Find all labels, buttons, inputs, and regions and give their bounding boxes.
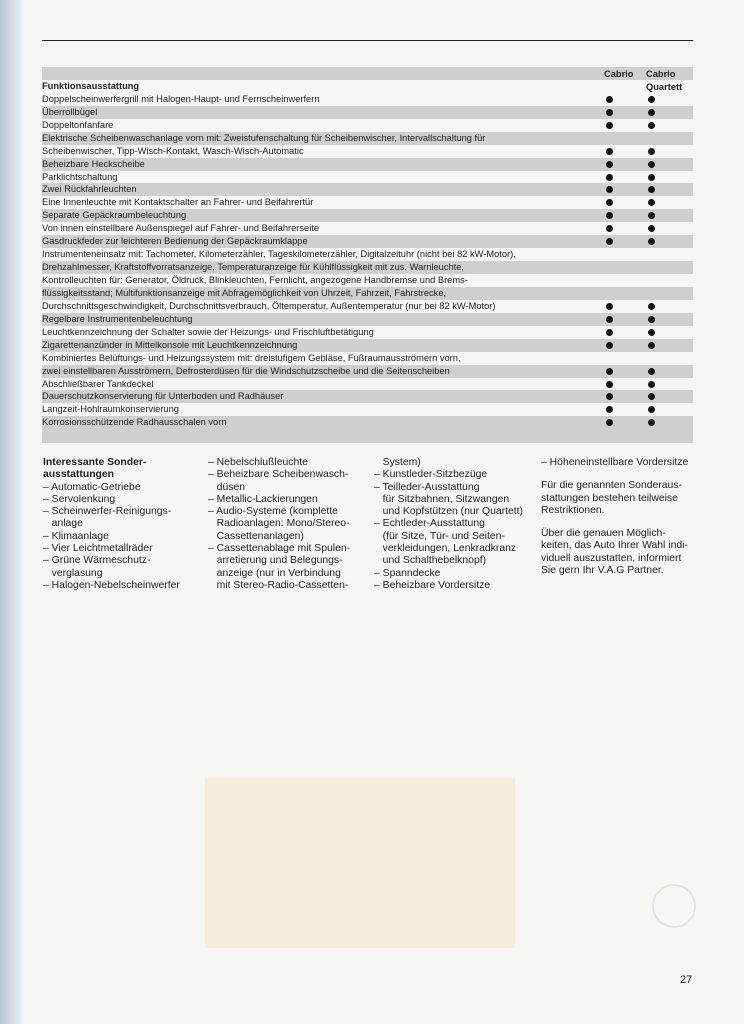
cabrio-dot-icon xyxy=(606,303,613,310)
table-row xyxy=(42,339,693,352)
cabrio-dot-icon xyxy=(606,109,613,116)
quartett-dot-icon xyxy=(648,225,655,232)
show-through-yellow-area xyxy=(205,778,515,948)
table-row xyxy=(42,326,693,339)
extras-item: – Scheinwerfer-Reinigungs- xyxy=(43,506,172,518)
vw-logo-icon xyxy=(652,884,696,928)
table-row xyxy=(42,222,693,235)
note-line: Über die genauen Möglich- xyxy=(541,528,666,540)
cabrio-dot-icon xyxy=(606,419,613,426)
extras-item: – Vier Leichtmetallräder xyxy=(43,543,153,555)
cabrio-dot-icon xyxy=(606,381,613,388)
quartett-dot-icon xyxy=(648,212,655,219)
quartett-dot-icon xyxy=(648,174,655,181)
feature-label: Gasdruckfeder zur leichteren Bedienung der Gepäckraumklappe xyxy=(42,236,308,247)
feature-label: Abschließbarer Tankdeckel xyxy=(42,378,154,389)
note-line: Sie gern Ihr V.A.G Partner. xyxy=(541,565,664,577)
note-line: Restriktionen. xyxy=(541,504,605,516)
feature-label: Leuchtkennzeichnung der Schalter sowie der Heizungs- und Frischluftbetätigung xyxy=(42,326,374,337)
top-rule xyxy=(42,40,693,41)
table-row xyxy=(42,171,693,184)
extras-item: – Beheizbare Scheibenwasch- xyxy=(208,469,349,481)
cabrio-dot-icon xyxy=(606,225,613,232)
quartett-dot-icon xyxy=(648,238,655,245)
table-row xyxy=(42,261,693,274)
quartett-dot-icon xyxy=(648,368,655,375)
feature-label: Instrumenteneinsatz mit: Tachometer, Kilometerzähler, Tageskilometerzähler, Digitalzeituhr (nicht bei 82 kW-Motor), xyxy=(42,249,516,260)
feature-label: Langzeit-Hohlraumkonservierung xyxy=(42,404,179,415)
extras-list-1 xyxy=(43,482,203,593)
table-row xyxy=(42,132,693,145)
feature-label: Korrosionsschützende Radhausschalen vorn xyxy=(42,417,227,428)
quartett-dot-icon xyxy=(648,96,655,103)
cabrio-dot-icon xyxy=(606,406,613,413)
extras-item: mit Stereo-Radio-Cassetten- xyxy=(208,579,349,591)
extras-item: und Schalthebelknopf) xyxy=(374,555,487,567)
extras-item-height-seats: – Höheneinstellbare Vordersitze xyxy=(541,457,689,468)
quartett-dot-icon xyxy=(648,186,655,193)
extras-item: und Kopfstützen (nur Quartett) xyxy=(374,506,524,518)
table-row xyxy=(42,248,693,261)
extras-item: – Automatic-Getriebe xyxy=(43,481,141,493)
cabrio-dot-icon xyxy=(606,368,613,375)
extras-column-4 xyxy=(541,457,711,577)
feature-label: zwei einstellbaren Ausströmern, Defrosterdüsen für die Windschutzscheibe und die Seitenscheiben xyxy=(42,365,450,376)
feature-label: Parklichtschaltung xyxy=(42,171,118,182)
note-line: stattungen bestehen teilweise xyxy=(541,492,678,504)
extras-heading xyxy=(43,457,203,482)
extras-item: System) xyxy=(374,457,421,468)
feature-label: Eine Innenleuchte mit Kontaktschalter an Fahrer- und Beifahrertür xyxy=(42,197,314,208)
extras-item: – Klimaanlage xyxy=(43,530,109,542)
table-row xyxy=(42,274,693,287)
feature-label: Kontrolleuchten für: Generator, Öldruck, Blinkleuchten, Fernlicht, angezogene Handbremse und Brems- xyxy=(42,275,468,286)
feature-label: Zwei Rückfahrleuchten xyxy=(42,184,137,195)
table-title: Funktionsausstattung xyxy=(42,80,140,91)
table-row xyxy=(42,300,693,313)
table-row xyxy=(42,158,693,171)
feature-label: Zigarettenanzünder in Mittelkonsole mit Leuchtkennzeichnung xyxy=(42,339,298,350)
extras-item: – Servolenkung xyxy=(43,493,116,505)
table-row xyxy=(42,352,693,365)
extras-item: arretierung und Belegungs- xyxy=(208,555,343,567)
extras-item: für Sitzbahnen, Sitzwangen xyxy=(374,493,510,505)
quartett-dot-icon xyxy=(648,109,655,116)
extras-column-2 xyxy=(208,457,378,592)
feature-label: flüssigkeitsstand; Multifunktionsanzeige mit Abfragemöglichkeit von Uhrzeit, Fahrzeit, Fahrstrecke, xyxy=(42,287,447,298)
page-number: 27 xyxy=(680,974,693,986)
note-line: Für die genannten Sonderaus- xyxy=(541,480,682,492)
feature-label: Scheibenwischer, Tipp-Wisch-Kontakt, Wasch-Wisch-Automatic xyxy=(42,145,304,156)
table-bottom-stripe xyxy=(42,429,693,443)
extras-item: – Echtleder-Ausstattung xyxy=(374,518,485,530)
cabrio-dot-icon xyxy=(606,148,613,155)
extras-item: – Nebelschlußleuchte xyxy=(208,457,308,468)
quartett-dot-icon xyxy=(648,122,655,129)
note-line: viduell auszustatten, informiert xyxy=(541,552,682,564)
extras-heading-text: Interessante Sonder-ausstattungen xyxy=(43,457,147,481)
cabrio-dot-icon xyxy=(606,122,613,129)
quartett-dot-icon xyxy=(648,329,655,336)
binding-edge xyxy=(0,0,22,1024)
cabrio-dot-icon xyxy=(606,342,613,349)
cabrio-dot-icon xyxy=(606,96,613,103)
cabrio-dot-icon xyxy=(606,329,613,336)
partner-note xyxy=(541,528,711,577)
feature-label: Überrollbügel xyxy=(42,106,98,117)
table-row xyxy=(42,235,693,248)
feature-label: Doppelscheinwerfergrill mit Halogen-Haupt- und Fernscheinwerfern xyxy=(42,93,320,104)
feature-label: Dauerschutzkonservierung für Unterboden und Radhäuser xyxy=(42,391,284,402)
quartett-dot-icon xyxy=(648,303,655,310)
extras-item: düsen xyxy=(208,481,245,493)
extras-item: – Halogen-Nebelscheinwerfer xyxy=(43,579,180,591)
quartett-dot-icon xyxy=(648,161,655,168)
feature-label: Drehzahlmesser, Kraftstoffvorratsanzeige, Temperaturanzeige für Kühlflüssigkeit mit zus. Warnleuchte, xyxy=(42,262,464,273)
feature-label: Von innen einstellbare Außenspiegel auf Fahrer- und Beifahrerseite xyxy=(42,223,320,234)
extras-list-2 xyxy=(208,457,378,592)
extras-item: Cassettenanlagen) xyxy=(208,530,304,542)
quartett-dot-icon xyxy=(648,406,655,413)
table-rows xyxy=(42,93,693,429)
quartett-dot-icon xyxy=(648,199,655,206)
cabrio-dot-icon xyxy=(606,174,613,181)
table-row xyxy=(42,106,693,119)
extras-item: – Metallic-Lackierungen xyxy=(208,493,318,505)
extras-item: (für Sitze, Tür- und Seiten- xyxy=(374,530,505,542)
table-row xyxy=(42,93,693,106)
column-cabrio-quartett: Cabrio Quartett xyxy=(646,69,683,92)
cabrio-dot-icon xyxy=(606,238,613,245)
quartett-dot-icon xyxy=(648,316,655,323)
cabrio-dot-icon xyxy=(606,186,613,193)
extras-column-3 xyxy=(374,457,539,592)
extras-item: – Cassettenablage mit Spulen- xyxy=(208,543,351,555)
quartett-dot-icon xyxy=(648,148,655,155)
cabrio-dot-icon xyxy=(606,316,613,323)
feature-label: Separate Gepäckraumbeleuchtung xyxy=(42,210,187,221)
feature-label: Beheizbare Heckscheibe xyxy=(42,158,145,169)
extras-item: verglasung xyxy=(43,567,103,579)
cabrio-dot-icon xyxy=(606,393,613,400)
cabrio-dot-icon xyxy=(606,161,613,168)
cabrio-dot-icon xyxy=(606,199,613,206)
table-row xyxy=(42,145,693,158)
extras-item: anzeige (nur in Verbindung xyxy=(208,567,341,579)
table-row xyxy=(42,183,693,196)
feature-label: Regelbare Instrumentenbeleuchtung xyxy=(42,313,193,324)
extras-item: verkleidungen, Lenkradkranz xyxy=(374,543,517,555)
quartett-dot-icon xyxy=(648,393,655,400)
table-row xyxy=(42,390,693,403)
note-line: keiten, das Auto Ihrer Wahl indi- xyxy=(541,540,688,552)
quartett-dot-icon xyxy=(648,381,655,388)
extras-item: – Audio-Systeme (komplette xyxy=(208,506,338,518)
table-row xyxy=(42,365,693,378)
table-row xyxy=(42,196,693,209)
cabrio-dot-icon xyxy=(606,212,613,219)
extras-item: anlage xyxy=(43,518,83,530)
feature-label: Kombiniertes Belüftungs- und Heizungssystem mit: dreistufigem Gebläse, Fußraumausströmern vorn, xyxy=(42,352,461,363)
extras-column-1 xyxy=(43,457,203,592)
table-row xyxy=(42,209,693,222)
quartett-dot-icon xyxy=(648,419,655,426)
table-row xyxy=(42,416,693,429)
extras-item: – Spanndecke xyxy=(374,567,441,579)
table-row xyxy=(42,287,693,300)
feature-label: Doppeltonfanfare xyxy=(42,119,114,130)
features-table xyxy=(42,67,693,443)
extras-item: – Kunstleder-Sitzbezüge xyxy=(374,469,488,481)
extras-list-3 xyxy=(374,457,539,592)
table-row xyxy=(42,378,693,391)
feature-label: Durchschnittsgeschwindigkeit, Durchschnittsverbrauch, Öltemperatur, Außentemperatur (nur bei 82 kW-Motor) xyxy=(42,300,496,311)
header-stripe xyxy=(42,67,693,80)
table-row xyxy=(42,403,693,416)
column-cabrio: Cabrio xyxy=(604,69,634,79)
table-row xyxy=(42,313,693,326)
extras-item: Radioanlagen: Mono/Stereo- xyxy=(208,518,350,530)
table-row xyxy=(42,119,693,132)
extras-item: – Grüne Wärmeschutz- xyxy=(43,555,151,567)
restrictions-note xyxy=(541,480,711,517)
quartett-dot-icon xyxy=(648,342,655,349)
table-header xyxy=(42,67,693,93)
feature-label: Elektrische Scheibenwaschanlage vorn mit: Zweistufenschaltung für Scheibenwischer, Intervallschaltung für xyxy=(42,132,486,143)
extras-item: – Teilleder-Ausstattung xyxy=(374,481,480,493)
extras-item: – Beheizbare Vordersitze xyxy=(374,579,491,591)
